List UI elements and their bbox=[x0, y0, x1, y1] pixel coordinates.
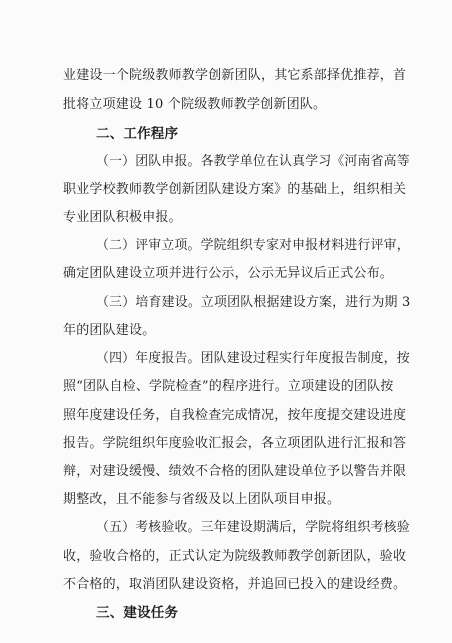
paragraph-line: 期整改，且不能参与省级及以上团队项目申报。 bbox=[63, 492, 341, 507]
paragraph-line: 辩，对建设缓慢、绩效不合格的团队建设单位予以警告并限 bbox=[63, 464, 407, 479]
paragraph-line: 专业团队积极申报。 bbox=[63, 210, 182, 225]
paragraph-line: 职业学校教师教学创新团队建设方案》的基础上，组织相关 bbox=[63, 182, 407, 197]
paragraph-line: 批将立项建设 10 个院级教师教学创新团队。 bbox=[63, 97, 327, 112]
section-heading-tasks: 三、建设任务 bbox=[96, 605, 179, 621]
section-heading-procedure: 二、工作程序 bbox=[96, 126, 179, 142]
paragraph-line: （二）评审立项。学院组织专家对申报材料进行评审， bbox=[96, 238, 410, 253]
paragraph-line: 业建设一个院级教师教学创新团队，其它系部择优推荐，首 bbox=[63, 68, 407, 83]
paragraph-line: 收，验收合格的，正式认定为院级教师教学创新团队，验收 bbox=[63, 549, 407, 564]
paragraph-line: 年的团队建设。 bbox=[63, 323, 156, 338]
paragraph-line: （五）考核验收。三年建设期满后，学院将组织考核验 bbox=[96, 520, 410, 535]
paragraph-line: 照“团队自检、学院检查”的程序进行。立项建设的团队按 bbox=[63, 379, 394, 394]
paragraph-line: 报告。学院组织年度验收汇报会，各立项团队进行汇报和答 bbox=[63, 436, 407, 451]
paragraph-line: 确定团队建设立项并进行公示，公示无异议后正式公布。 bbox=[63, 266, 394, 281]
paragraph-line: （三）培育建设。立项团队根据建设方案，进行为期 3 bbox=[96, 295, 411, 310]
paragraph-line: （四）年度报告。团队建设过程实行年度报告制度，按 bbox=[96, 351, 410, 366]
paragraph-line: （一）团队申报。各教学单位在认真学习《河南省高等 bbox=[96, 154, 410, 169]
paragraph-line: 照年度建设任务，自我检查完成情况，按年度提交建设进度 bbox=[63, 408, 407, 423]
paragraph-line: 不合格的，取消团队建设资格，并追回已投入的建设经费。 bbox=[63, 577, 407, 592]
